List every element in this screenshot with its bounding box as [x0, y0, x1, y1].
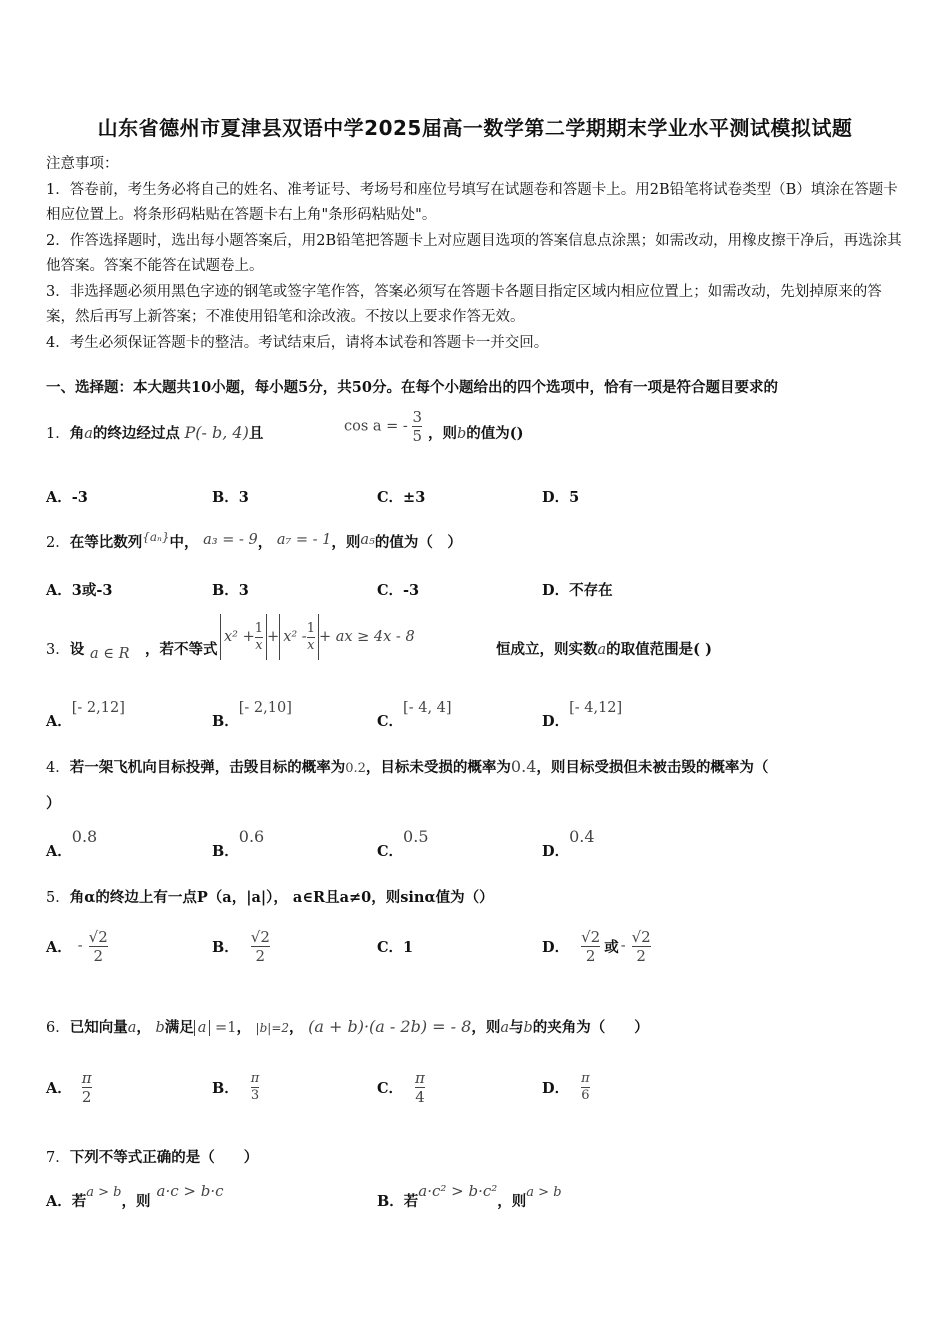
- q3-stem: [46, 638, 84, 659]
- q1-number: 1．: [46, 426, 70, 442]
- notice-heading: 注意事项：: [46, 156, 119, 172]
- notice-block: [46, 152, 906, 356]
- q7-options: [46, 1178, 926, 1218]
- q1-text: 的终边经过点: [92, 425, 180, 442]
- question-7: [46, 1146, 916, 1167]
- q3-expr-1: x² +: [224, 629, 255, 645]
- q6-option-b-fraction: [251, 1071, 260, 1103]
- question-4: [46, 756, 916, 777]
- q5-den: 2: [581, 946, 600, 965]
- q6-eq1: =1: [210, 1020, 237, 1036]
- page-title: 山东省德州市夏津县双语中学2025届高一数学第二学期期末学业水平测试模拟试题: [97, 116, 853, 140]
- q3-frac-num: 1: [306, 620, 315, 636]
- q6-option-c-label: C．: [377, 1079, 404, 1097]
- q5-option-a-label: A．: [46, 938, 72, 956]
- q4-options: [46, 826, 926, 866]
- q6-option-b[interactable]: [212, 1064, 259, 1110]
- q2-option-b[interactable]: B．3: [212, 582, 249, 599]
- q1-cos-num: 3: [412, 408, 422, 426]
- q5-option-b[interactable]: [212, 920, 270, 972]
- q3-var-a: a: [597, 642, 607, 658]
- q6-text: ，: [289, 1019, 304, 1036]
- q6-text: ，则: [471, 1019, 501, 1036]
- q6-option-a[interactable]: [46, 1064, 92, 1110]
- q5-option-c[interactable]: C．1: [377, 938, 414, 956]
- q1-option-c[interactable]: C．±3: [377, 489, 426, 506]
- q6-vec-b: b: [155, 1020, 165, 1036]
- q4-p2: 0.4: [510, 757, 537, 776]
- q6-option-a-label: A．: [46, 1079, 72, 1097]
- question-3: [46, 612, 916, 664]
- q6-text: 的夹角为（ ）: [532, 1019, 649, 1036]
- q6-option-c[interactable]: [377, 1064, 425, 1110]
- q5-option-d-fraction-1: [581, 928, 600, 965]
- notice-item-4: 4．考生必须保证答题卡的整洁。考试结束后，请将本试卷和答题卡一并交回。: [46, 334, 549, 351]
- q7-option-a[interactable]: [46, 1182, 224, 1211]
- q2-a7: a₇ = - 1: [276, 532, 332, 548]
- notice-item-1: 1．答卷前，考生务必将自己的姓名、准考证号、考场号和座位号填写在试题卷和答题卡上。用2B铅笔将试卷类型（B）填涂在答题卡相应位置上。将条形码粘贴在答题卡右上角"条形码粘贴处"。: [46, 181, 898, 223]
- q6-pi: π: [81, 1068, 92, 1087]
- q6-vec-a: a: [127, 1020, 137, 1036]
- q2-a5: a₅: [360, 532, 375, 548]
- q3-text: ，若不等式: [145, 641, 218, 658]
- q2-text: 的值为（ ）: [374, 534, 462, 551]
- notice-item-2: 2．作答选择题时，选出每小题答案后，用2B铅笔把答题卡上对应题目选项的答案信息点涂黑；如需改动，用橡皮擦干净后，再选涂其他答案。答案不能答在试题卷上。: [46, 232, 902, 274]
- q3-text: 恒成立，则实数: [496, 641, 598, 658]
- q3-option-b[interactable]: [212, 700, 292, 731]
- q6-pi: π: [250, 1070, 260, 1086]
- q3-frac-num: 1: [254, 620, 264, 636]
- q5-text: 角α的终边上有一点P（a，|a|）， a∈R且a≠0，则sinα值为（）: [69, 889, 494, 906]
- q7-option-b-label: B．若: [377, 1193, 419, 1210]
- q6-option-d-fraction: [581, 1071, 590, 1103]
- q6-pi: π: [581, 1070, 590, 1086]
- q4-option-b-label: B．: [212, 843, 239, 860]
- q1-var-a: a: [84, 426, 93, 442]
- section-heading: 一、选择题：本大题共10小题，每小题5分，共50分。在每个小题给出的四个选项中，恰有一项是符合题目要求的: [46, 379, 778, 396]
- q2-text: 在等比数列: [69, 534, 143, 551]
- q6-text: ，: [136, 1019, 151, 1036]
- q6-option-b-label: B．: [212, 1079, 239, 1097]
- q5-option-d[interactable]: [542, 920, 651, 972]
- q5-option-a-fraction: [89, 928, 108, 965]
- q5-num: √2: [581, 927, 601, 946]
- q7-option-b-then: ，则: [497, 1193, 527, 1210]
- q5-den: 2: [632, 946, 651, 965]
- q6-option-a-fraction: [82, 1069, 92, 1106]
- q3-option-d[interactable]: [542, 700, 623, 731]
- q6-options: [46, 1064, 926, 1114]
- q3-text: 设: [69, 641, 85, 658]
- q3-inequality: [220, 614, 415, 660]
- q1-stem: [46, 422, 263, 443]
- q1-option-b[interactable]: B．3: [212, 489, 249, 506]
- q3-abs-2: [279, 614, 319, 660]
- q2-option-c[interactable]: C．-3: [377, 582, 420, 599]
- q6-dot-product: (a + b)·(a - 2b) = - 8: [308, 1017, 472, 1036]
- q3-plus: +: [267, 629, 280, 645]
- q5-num: √2: [250, 927, 270, 946]
- question-2: [46, 530, 916, 552]
- q3-option-d-value: [- 4,12]: [569, 700, 623, 716]
- q1-cos-fraction: [412, 408, 422, 445]
- q1-text: 角: [69, 425, 85, 442]
- q3-number: 3．: [46, 642, 70, 658]
- q5-num: √2: [631, 927, 651, 946]
- q6-den: 2: [81, 1087, 92, 1106]
- q3-option-b-label: B．: [212, 713, 239, 730]
- question-6: [46, 1010, 916, 1040]
- q6-option-d[interactable]: [542, 1064, 590, 1110]
- q3-condition: a ∈ R: [90, 646, 130, 662]
- q4-option-a-value: 0.8: [71, 827, 98, 846]
- q4-option-c-label: C．: [377, 843, 404, 860]
- q4-text: ，目标未受损的概率为: [365, 759, 511, 776]
- q3-option-a[interactable]: [46, 700, 125, 731]
- q7-option-a-condition: a > b: [86, 1185, 122, 1200]
- q3-option-a-label: A．: [46, 713, 72, 730]
- q6-den: 6: [581, 1087, 590, 1103]
- q6-text: 已知向量: [69, 1019, 128, 1036]
- q3-fraction-1: [255, 621, 263, 653]
- q6-option-c-fraction: [415, 1069, 425, 1106]
- q7-option-b-result: a > b: [526, 1185, 562, 1200]
- q3-option-c[interactable]: [377, 700, 452, 731]
- q4-number: 4．: [46, 760, 70, 776]
- q3-frac-den: x: [255, 637, 263, 653]
- q6-vec-b: b: [523, 1020, 533, 1036]
- q4-option-a-label: A．: [46, 843, 72, 860]
- q2-text: ，则: [331, 534, 361, 551]
- q6-text: 与: [508, 1019, 524, 1036]
- q7-option-a-then: ，则: [121, 1193, 151, 1210]
- q5-minus: -: [620, 938, 626, 954]
- q3-option-c-label: C．: [377, 713, 404, 730]
- q2-number: 2．: [46, 535, 70, 551]
- q5-or: 或: [604, 938, 619, 956]
- q6-stem: [46, 1016, 649, 1037]
- q6-den: 4: [415, 1087, 425, 1106]
- q5-option-b-fraction: [251, 928, 270, 965]
- q3-option-b-value: [- 2,10]: [238, 700, 292, 716]
- q2-sequence: {aₙ}: [142, 530, 170, 544]
- q6-text: 满足: [164, 1019, 194, 1036]
- q5-option-d-label: D．: [542, 938, 570, 956]
- q6-text: ，: [236, 1019, 251, 1036]
- q7-option-a-result: a·c > b·c: [156, 1182, 224, 1200]
- q7-option-b-condition: a·c² > b·c²: [418, 1182, 498, 1200]
- q5-minus: -: [77, 938, 83, 954]
- q1-cos-den: 5: [412, 427, 422, 445]
- q3-tail: + ax ≥ 4x - 8: [318, 629, 415, 645]
- q7-number: 7．: [46, 1150, 70, 1166]
- q6-abs-b: |b|=2: [255, 1021, 290, 1035]
- question-5: [46, 886, 916, 907]
- q5-option-d-fraction-2: [632, 928, 651, 965]
- q2-a3: a₃ = - 9: [203, 532, 258, 548]
- q4-text: 若一架飞机向目标投弹，击毁目标的概率为: [69, 759, 346, 776]
- q4-option-d-value: 0.4: [569, 827, 595, 846]
- q4-option-b-value: 0.6: [238, 827, 265, 846]
- q1-var-b: b: [457, 426, 467, 442]
- q5-num: √2: [88, 927, 108, 946]
- q6-option-d-label: D．: [542, 1079, 570, 1097]
- q3-frac-den: x: [307, 637, 315, 653]
- q1-option-a[interactable]: A．-3: [46, 489, 88, 506]
- q6-number: 6．: [46, 1020, 70, 1036]
- q7-option-a-label: A．若: [46, 1193, 87, 1210]
- q7-text: 下列不等式正确的是（ ）: [69, 1149, 259, 1166]
- q4-option-d-label: D．: [542, 843, 570, 860]
- q6-den: 3: [250, 1087, 260, 1103]
- q3-option-c-value: [- 4, 4]: [403, 700, 452, 716]
- q4-option-c-value: 0.5: [403, 827, 429, 846]
- q3-option-a-value: [- 2,12]: [71, 700, 125, 716]
- q3-fraction-2: [307, 621, 315, 653]
- q1-option-d[interactable]: D．5: [542, 489, 580, 506]
- q5-option-b-label: B．: [212, 938, 239, 956]
- q2-option-a[interactable]: A．3或-3: [46, 582, 113, 599]
- q1-stem-end: [428, 422, 524, 443]
- q4-option-b[interactable]: [212, 827, 265, 861]
- q2-text: ，: [257, 534, 273, 551]
- q5-option-a[interactable]: [46, 920, 108, 972]
- q1-cos-lhs: cos a = -: [344, 418, 408, 435]
- q3-abs-1: [220, 614, 267, 660]
- q2-text: 中，: [169, 534, 199, 551]
- q3-stem-end: [496, 638, 712, 659]
- q1-options: [46, 486, 926, 526]
- q1-text: 且: [248, 425, 264, 442]
- q6-pi: π: [415, 1068, 425, 1087]
- q3-expr-2: x² -: [283, 629, 307, 645]
- q4-option-c[interactable]: [377, 827, 429, 861]
- q2-option-d[interactable]: D．不存在: [542, 582, 613, 599]
- q4-p1: 0.2: [345, 761, 366, 776]
- q5-options: [46, 920, 926, 972]
- q3-options: [46, 696, 926, 736]
- q6-abs-a: a: [194, 1020, 211, 1036]
- q7-option-b[interactable]: [377, 1182, 562, 1211]
- q4-close-paren: ）: [46, 795, 61, 812]
- q1-text: 的值为(): [466, 425, 524, 442]
- q5-den: 2: [89, 946, 108, 965]
- q4-text: ，则目标受损但未被击毁的概率为（: [536, 759, 769, 776]
- question-1: [46, 400, 916, 444]
- q5-number: 5．: [46, 890, 70, 906]
- q3-text: 的取值范围是( ): [606, 641, 712, 658]
- q1-cos: [344, 408, 422, 445]
- notice-item-3: 3．非选择题必须用黑色字迹的钢笔或签字笔作答，答案必须写在答题卡各题目指定区域内相应位置上；如需改动，先划掉原来的答案，然后再写上新答案；不准使用铅笔和涂改液。不按以上要求作答无效。: [46, 283, 882, 325]
- q3-option-d-label: D．: [542, 713, 570, 730]
- q4-option-d[interactable]: [542, 827, 595, 861]
- q6-vec-a: a: [500, 1020, 509, 1036]
- q4-option-a[interactable]: [46, 827, 98, 861]
- q1-point: P(- b, 4): [184, 423, 249, 442]
- q1-text: ，则: [428, 425, 457, 442]
- q5-den: 2: [251, 946, 270, 965]
